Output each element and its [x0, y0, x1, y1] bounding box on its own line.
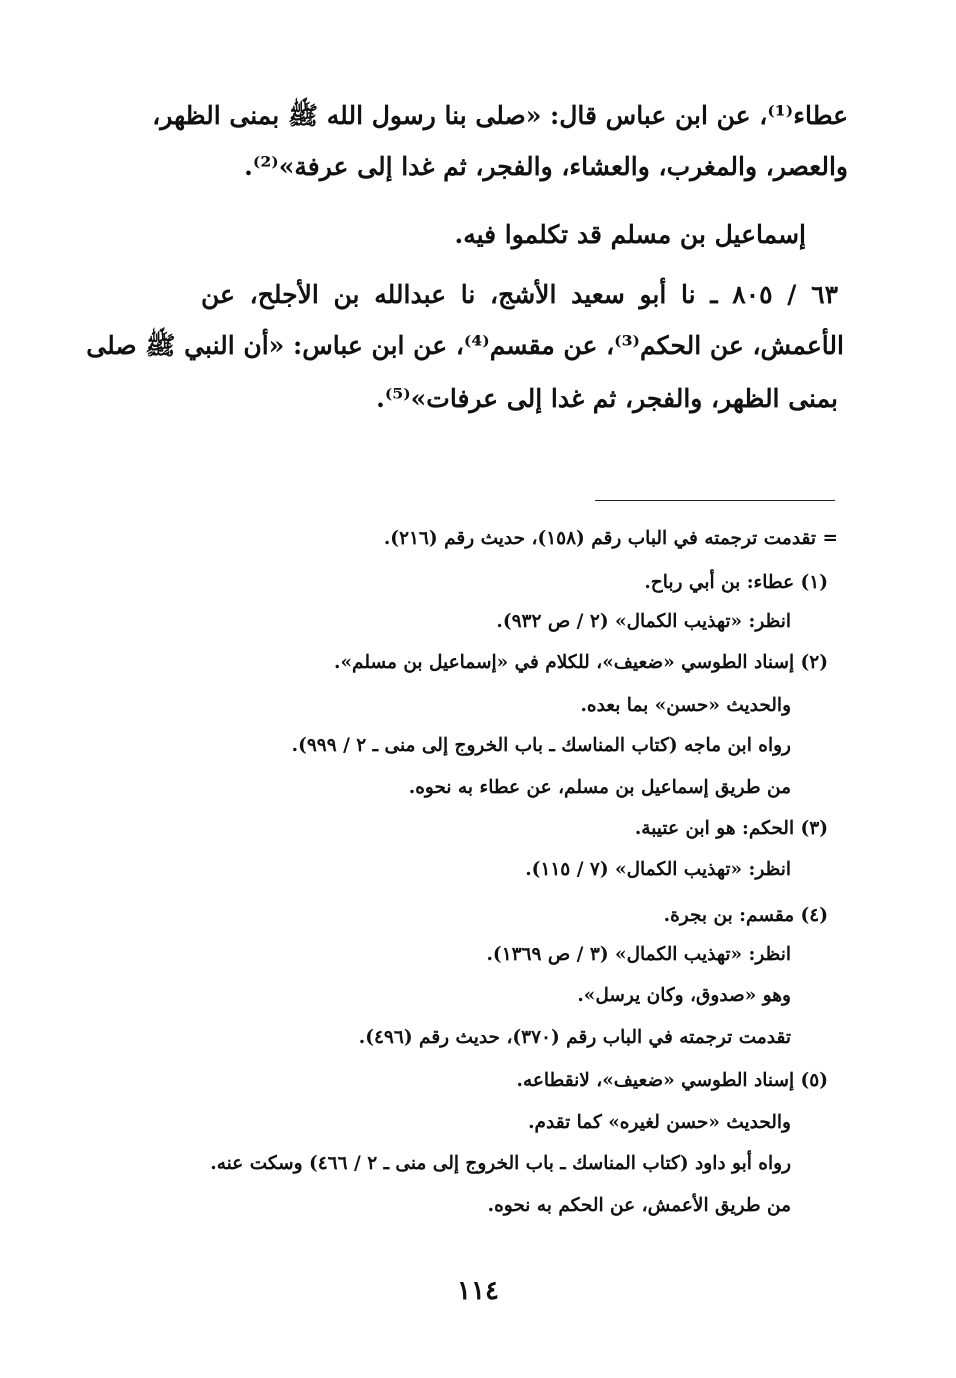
footnote-line: (١) عطاء: بن أبي رباح. — [644, 572, 828, 593]
footnote-line: تقدمت ترجمته في الباب رقم (٣٧٠)، حديث رقم (٤٩٦). — [358, 1027, 791, 1048]
footnote-line: = تقدمت ترجمته في الباب رقم (١٥٨)، حديث رقم (٢١٦). — [383, 528, 838, 549]
footnote-line: انظر: «تهذيب الكمال» (٢ / ص ٩٣٢). — [496, 611, 791, 632]
footnote-line: والحديث «حسن» بما بعده. — [580, 695, 791, 716]
footnote-line: (٣) الحكم: هو ابن عتيبة. — [634, 818, 828, 839]
footnote-divider — [595, 500, 835, 501]
main-line: إسماعيل بن مسلم قد تكلموا فيه. — [454, 220, 806, 249]
footnote-line: انظر: «تهذيب الكمال» (٧ / ١١٥). — [525, 859, 791, 880]
main-line: الأعمش، عن الحكم⁽³⁾، عن مقسم⁽⁴⁾، عن ابن عباس: «أن النبي ﷺ صلى — [86, 331, 844, 360]
main-line: ٦٣ / ٨٠٥ ـ نا أبو سعيد الأشج، نا عبدالله بن الأجلح، عن — [201, 280, 838, 309]
footnote-line: (٢) إسناد الطوسي «ضعيف»، للكلام في «إسماعيل بن مسلم». — [334, 652, 828, 673]
footnote-line: رواه ابن ماجه (كتاب المناسك ـ باب الخروج إلى منى ـ ٢ / ٩٩٩). — [291, 735, 791, 756]
footnote-line: وهو «صدوق، وكان يرسل». — [577, 985, 791, 1006]
footnote-line: من طريق الأعمش، عن الحكم به نحوه. — [487, 1195, 791, 1216]
footnote-line: (٤) مقسم: بن بجرة. — [663, 905, 828, 926]
footnote-line: رواه أبو داود (كتاب المناسك ـ باب الخروج إلى منى ـ ٢ / ٤٦٦) وسكت عنه. — [210, 1153, 791, 1174]
footnote-line: (٥) إسناد الطوسي «ضعيف»، لانقطاعه. — [516, 1070, 828, 1091]
main-line: عطاء⁽¹⁾، عن ابن عباس قال: «صلى بنا رسول الله ﷺ بمنى الظهر، — [152, 101, 848, 130]
page-number: ١١٤ — [457, 1276, 499, 1306]
main-line: بمنى الظهر، والفجر، ثم غدا إلى عرفات»⁽⁵⁾. — [376, 384, 838, 413]
footnote-line: من طريق إسماعيل بن مسلم، عن عطاء به نحوه. — [408, 777, 791, 798]
footnote-line: والحديث «حسن لغيره» كما تقدم. — [528, 1112, 791, 1133]
main-line: والعصر، والمغرب، والعشاء، والفجر، ثم غدا إلى عرفة»⁽²⁾. — [244, 152, 848, 181]
footnote-line: انظر: «تهذيب الكمال» (٣ / ص ١٣٦٩). — [486, 944, 791, 965]
